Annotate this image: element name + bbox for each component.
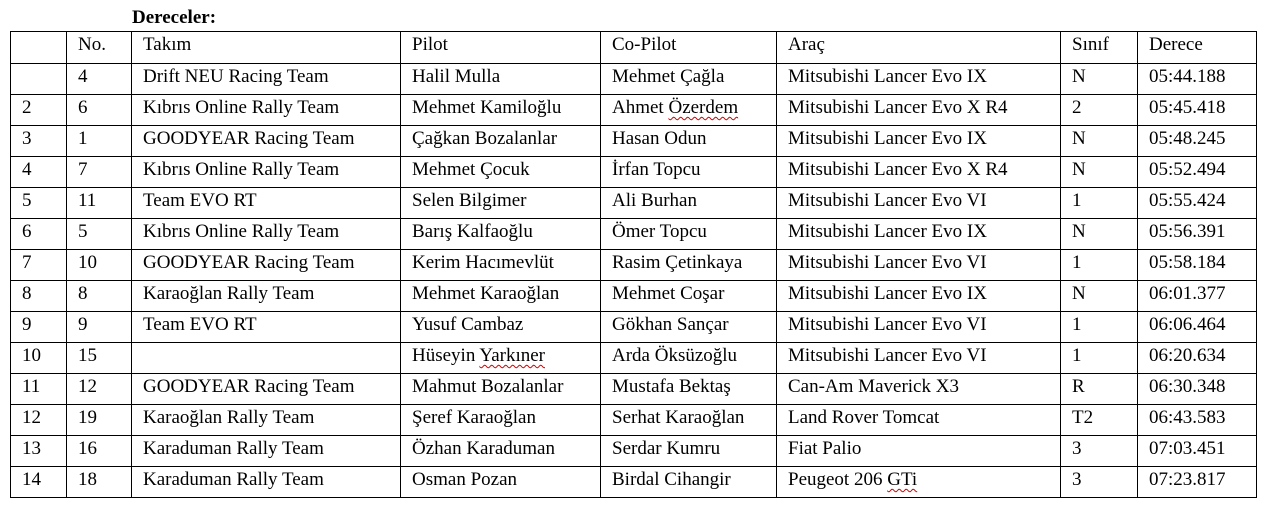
table-row (11, 250, 1257, 281)
spellcheck-underline: GTi (887, 469, 918, 490)
cell-team: Karaduman Rally Team (132, 467, 401, 498)
table-row (11, 405, 1257, 436)
cell-position: 2 (11, 95, 67, 126)
cell-team: Karaduman Rally Team (132, 436, 401, 467)
cell-pilot: Çağkan Bozalanlar (401, 126, 601, 157)
cell-copilot: Ahmet Özerdem (601, 95, 777, 126)
cell-team: Kıbrıs Online Rally Team (132, 157, 401, 188)
col-header-team: Takım (132, 32, 401, 64)
cell-number: 11 (67, 188, 132, 219)
cell-position: 11 (11, 374, 67, 405)
cell-position: 12 (11, 405, 67, 436)
cell-time: 06:43.583 (1138, 405, 1257, 436)
cell-car: Mitsubishi Lancer Evo IX (777, 64, 1061, 95)
table-row (11, 219, 1257, 250)
cell-car: Mitsubishi Lancer Evo VI (777, 343, 1061, 374)
cell-pilot: Mahmut Bozalanlar (401, 374, 601, 405)
cell-copilot: Mustafa Bektaş (601, 374, 777, 405)
cell-time: 05:58.184 (1138, 250, 1257, 281)
cell-class: N (1061, 126, 1138, 157)
spellcheck-underline: Yarkıner (479, 345, 545, 366)
cell-position (11, 64, 67, 95)
table-row (11, 64, 1257, 95)
cell-number: 12 (67, 374, 132, 405)
cell-pilot: Mehmet Kamiloğlu (401, 95, 601, 126)
cell-number: 15 (67, 343, 132, 374)
header-row (11, 32, 1257, 64)
cell-position: 10 (11, 343, 67, 374)
table-row (11, 281, 1257, 312)
cell-class: N (1061, 157, 1138, 188)
col-header-copilot: Co-Pilot (601, 32, 777, 64)
cell-class: R (1061, 374, 1138, 405)
cell-car: Mitsubishi Lancer Evo IX (777, 219, 1061, 250)
cell-class: 2 (1061, 95, 1138, 126)
cell-copilot: Mehmet Çağla (601, 64, 777, 95)
cell-team: GOODYEAR Racing Team (132, 374, 401, 405)
table-row (11, 126, 1257, 157)
cell-time: 07:03.451 (1138, 436, 1257, 467)
cell-pilot: Halil Mulla (401, 64, 601, 95)
cell-position: 5 (11, 188, 67, 219)
cell-team: Kıbrıs Online Rally Team (132, 219, 401, 250)
cell-class: 1 (1061, 188, 1138, 219)
results-heading: Dereceler: (132, 7, 217, 28)
cell-number: 7 (67, 157, 132, 188)
cell-pilot: Yusuf Cambaz (401, 312, 601, 343)
table-row (11, 312, 1257, 343)
cell-position: 13 (11, 436, 67, 467)
cell-time: 05:56.391 (1138, 219, 1257, 250)
cell-class: N (1061, 281, 1138, 312)
cell-time: 06:30.348 (1138, 374, 1257, 405)
cell-number: 10 (67, 250, 132, 281)
cell-car: Mitsubishi Lancer Evo IX (777, 281, 1061, 312)
cell-time: 06:01.377 (1138, 281, 1257, 312)
cell-copilot: Serdar Kumru (601, 436, 777, 467)
cell-pilot: Mehmet Karaoğlan (401, 281, 601, 312)
col-header-number: No. (67, 32, 132, 64)
cell-pilot: Selen Bilgimer (401, 188, 601, 219)
cell-position: 7 (11, 250, 67, 281)
table-row (11, 436, 1257, 467)
col-header-car: Araç (777, 32, 1061, 64)
cell-time: 05:44.188 (1138, 64, 1257, 95)
cell-team: Drift NEU Racing Team (132, 64, 401, 95)
cell-team: GOODYEAR Racing Team (132, 126, 401, 157)
cell-copilot: Birdal Cihangir (601, 467, 777, 498)
cell-pilot: Barış Kalfaoğlu (401, 219, 601, 250)
col-header-time: Derece (1138, 32, 1257, 64)
spellcheck-underline: Özerdem (668, 97, 739, 118)
cell-number: 16 (67, 436, 132, 467)
cell-number: 5 (67, 219, 132, 250)
cell-number: 1 (67, 126, 132, 157)
cell-pilot: Özhan Karaduman (401, 436, 601, 467)
table-row (11, 343, 1257, 374)
cell-team: Karaoğlan Rally Team (132, 405, 401, 436)
cell-pilot: Hüseyin Yarkıner (401, 343, 601, 374)
cell-time: 05:48.245 (1138, 126, 1257, 157)
table-row (11, 467, 1257, 498)
cell-copilot: Rasim Çetinkaya (601, 250, 777, 281)
cell-copilot: Ali Burhan (601, 188, 777, 219)
cell-number: 19 (67, 405, 132, 436)
cell-car: Mitsubishi Lancer Evo X R4 (777, 95, 1061, 126)
col-header-pilot: Pilot (401, 32, 601, 64)
cell-copilot: Mehmet Coşar (601, 281, 777, 312)
cell-class: N (1061, 219, 1138, 250)
cell-class: 3 (1061, 436, 1138, 467)
cell-number: 18 (67, 467, 132, 498)
cell-car: Fiat Palio (777, 436, 1061, 467)
cell-team: Karaoğlan Rally Team (132, 281, 401, 312)
cell-copilot: İrfan Topcu (601, 157, 777, 188)
cell-car: Land Rover Tomcat (777, 405, 1061, 436)
cell-team: Team EVO RT (132, 188, 401, 219)
cell-team: GOODYEAR Racing Team (132, 250, 401, 281)
cell-class: T2 (1061, 405, 1138, 436)
cell-position: 8 (11, 281, 67, 312)
cell-copilot: Ömer Topcu (601, 219, 777, 250)
cell-time: 05:52.494 (1138, 157, 1257, 188)
cell-pilot: Mehmet Çocuk (401, 157, 601, 188)
cell-pilot: Şeref Karaoğlan (401, 405, 601, 436)
cell-number: 9 (67, 312, 132, 343)
cell-team: Kıbrıs Online Rally Team (132, 95, 401, 126)
cell-team (132, 343, 401, 374)
cell-number: 4 (67, 64, 132, 95)
cell-copilot: Arda Öksüzoğlu (601, 343, 777, 374)
col-header-class: Sınıf (1061, 32, 1138, 64)
cell-car: Can-Am Maverick X3 (777, 374, 1061, 405)
results-table (10, 31, 1257, 498)
cell-car: Mitsubishi Lancer Evo VI (777, 312, 1061, 343)
cell-position: 9 (11, 312, 67, 343)
cell-position: 6 (11, 219, 67, 250)
cell-number: 6 (67, 95, 132, 126)
cell-time: 07:23.817 (1138, 467, 1257, 498)
cell-team: Team EVO RT (132, 312, 401, 343)
table-row (11, 95, 1257, 126)
cell-time: 05:45.418 (1138, 95, 1257, 126)
cell-car: Mitsubishi Lancer Evo VI (777, 188, 1061, 219)
cell-class: 1 (1061, 343, 1138, 374)
cell-time: 06:20.634 (1138, 343, 1257, 374)
cell-copilot: Serhat Karaoğlan (601, 405, 777, 436)
cell-time: 05:55.424 (1138, 188, 1257, 219)
cell-pilot: Kerim Hacımevlüt (401, 250, 601, 281)
cell-copilot: Gökhan Sançar (601, 312, 777, 343)
table-row (11, 374, 1257, 405)
cell-class: 3 (1061, 467, 1138, 498)
cell-class: N (1061, 64, 1138, 95)
table-row (11, 188, 1257, 219)
cell-number: 8 (67, 281, 132, 312)
cell-car: Peugeot 206 GTi (777, 467, 1061, 498)
cell-car: Mitsubishi Lancer Evo IX (777, 126, 1061, 157)
col-header-position (11, 32, 67, 64)
cell-time: 06:06.464 (1138, 312, 1257, 343)
cell-position: 14 (11, 467, 67, 498)
cell-pilot: Osman Pozan (401, 467, 601, 498)
cell-car: Mitsubishi Lancer Evo VI (777, 250, 1061, 281)
cell-class: 1 (1061, 312, 1138, 343)
cell-position: 3 (11, 126, 67, 157)
cell-car: Mitsubishi Lancer Evo X R4 (777, 157, 1061, 188)
cell-copilot: Hasan Odun (601, 126, 777, 157)
cell-class: 1 (1061, 250, 1138, 281)
table-row (11, 157, 1257, 188)
cell-position: 4 (11, 157, 67, 188)
